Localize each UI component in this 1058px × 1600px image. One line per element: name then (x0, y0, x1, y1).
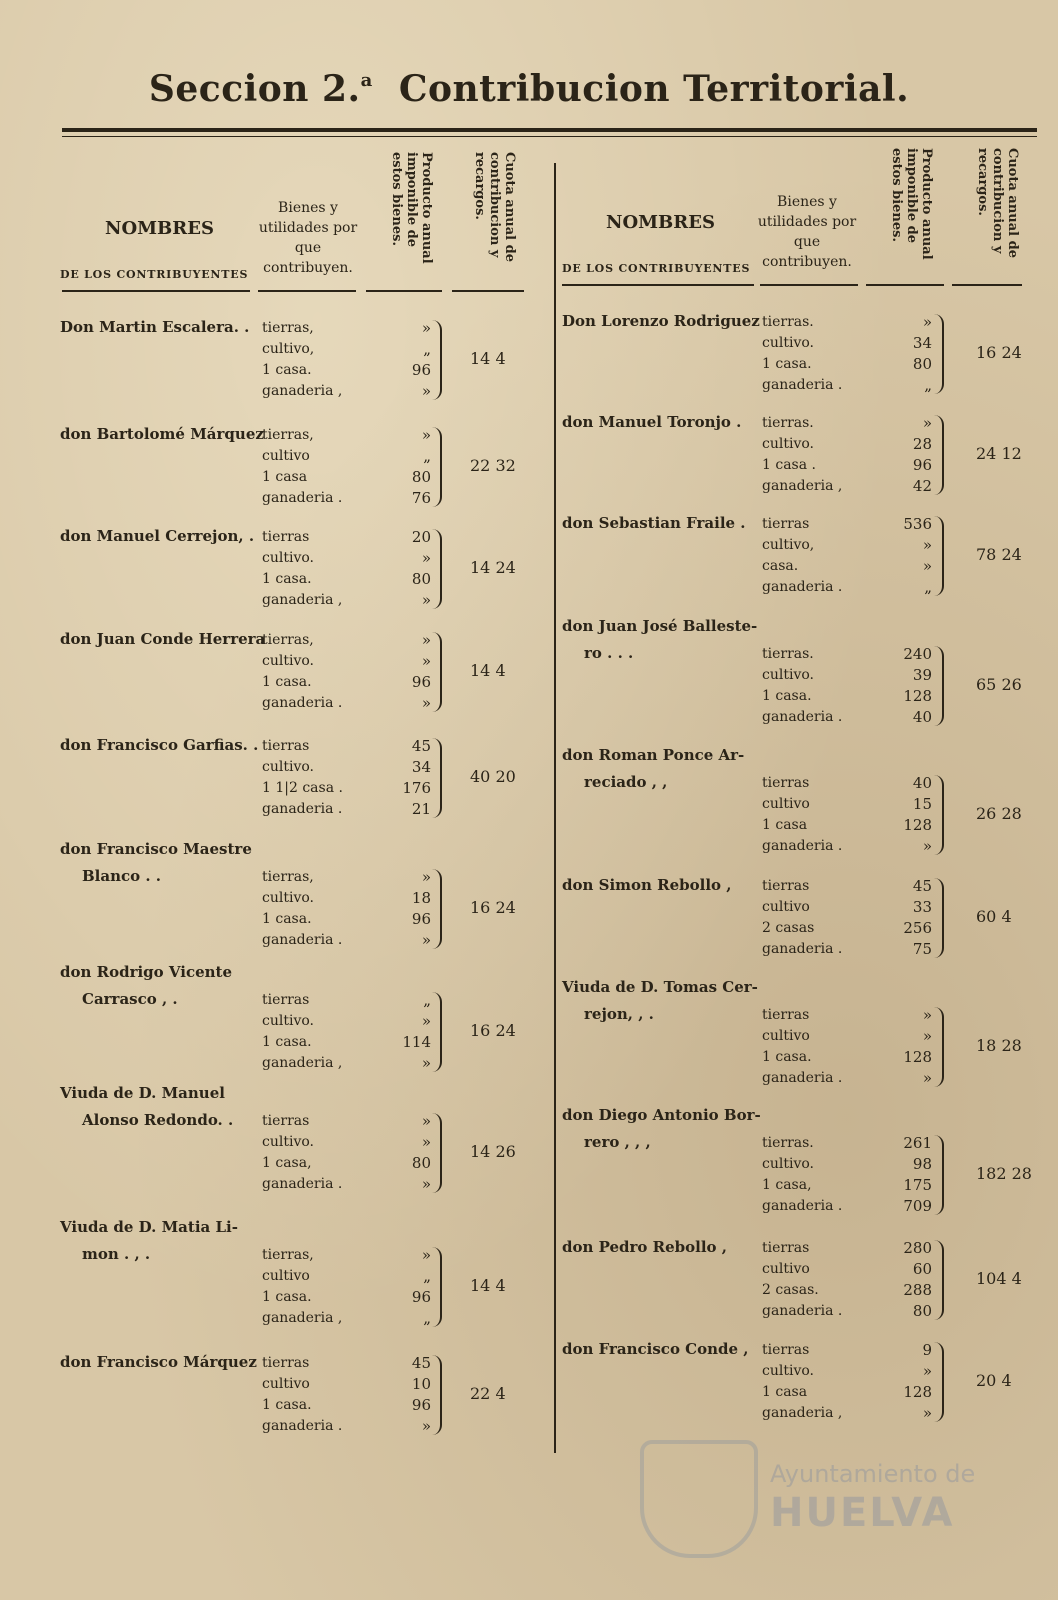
title-text: Contribucion Territorial. (398, 68, 910, 110)
producto-value: » (421, 1417, 431, 1435)
producto-value: „ (423, 340, 431, 358)
producto-value: 45 (411, 1354, 431, 1372)
brace (934, 1007, 944, 1087)
cuota-value: 16 24 (470, 1021, 516, 1040)
contributor-name: don Juan José Balleste- (562, 617, 758, 635)
brace (432, 1247, 442, 1327)
contributor-name: Don Martin Escalera. . (60, 318, 250, 336)
producto-value: „ (423, 991, 431, 1009)
bien-item: tierras (762, 878, 810, 894)
bien-item: ganaderia . (762, 377, 843, 393)
cuota-value: 26 28 (976, 804, 1022, 823)
contributor-name: Carrasco , . (82, 990, 178, 1008)
producto-value: 76 (411, 489, 431, 507)
bien-item: ganaderia . (762, 1198, 843, 1214)
bien-item: 1 casa (762, 817, 808, 833)
contributor-name: mon . , . (82, 1245, 151, 1263)
bien-item: 1 casa. (262, 571, 312, 587)
contributor-name: don Diego Antonio Bor- (562, 1106, 761, 1124)
bien-item: 1 casa. (762, 356, 812, 372)
brace (934, 775, 944, 855)
producto-value: 28 (912, 435, 932, 453)
bien-item: tierras. (762, 1135, 814, 1151)
bien-item: cultivo. (262, 1134, 314, 1150)
header-rule (952, 284, 1022, 286)
producto-value: 98 (912, 1155, 932, 1173)
bien-item: tierras, (262, 1247, 314, 1263)
bien-item: cultivo. (762, 335, 814, 351)
col-cuota: Cuota anual de contribucion y recargos. (975, 148, 1020, 258)
producto-value: » (922, 1404, 932, 1422)
producto-value: » (421, 426, 431, 444)
producto-value: 40 (912, 708, 932, 726)
bien-item: cultivo. (262, 550, 314, 566)
bien-item: ganaderia . (262, 695, 343, 711)
cuota-value: 22 32 (470, 456, 516, 475)
producto-value: » (421, 694, 431, 712)
bien-item: ganaderia . (762, 1303, 843, 1319)
bien-item: ganaderia . (762, 941, 843, 957)
cuota-value: 78 24 (976, 545, 1022, 564)
cuota-value: 40 20 (470, 767, 516, 786)
header-rule (562, 284, 754, 286)
brace (432, 320, 442, 400)
bien-item: cultivo. (762, 1363, 814, 1379)
cuota-value: 14 4 (470, 349, 506, 368)
producto-value: » (421, 1012, 431, 1030)
bien-item: tierras (762, 516, 810, 532)
bien-item: ganaderia . (262, 1418, 343, 1434)
producto-value: 256 (903, 919, 932, 937)
producto-value: » (922, 313, 932, 331)
bien-item: ganaderia , (262, 592, 343, 608)
watermark-line2: HUELVA (770, 1490, 955, 1536)
producto-value: 288 (903, 1281, 932, 1299)
bien-item: tierras, (262, 427, 314, 443)
bien-item: cultivo. (262, 890, 314, 906)
producto-value: 60 (912, 1260, 932, 1278)
bien-item: cultivo. (262, 759, 314, 775)
cuota-value: 104 4 (976, 1269, 1022, 1288)
header-rule (866, 284, 944, 286)
bien-item: ganaderia , (762, 478, 843, 494)
bien-item: 1 casa. (762, 688, 812, 704)
producto-value: 96 (411, 673, 431, 691)
title-rule-thin (62, 136, 1037, 137)
producto-value: » (421, 652, 431, 670)
producto-value: 80 (912, 1302, 932, 1320)
bien-item: 1 casa. (762, 1049, 812, 1065)
bien-item: cultivo (262, 448, 310, 464)
producto-value: 40 (912, 774, 932, 792)
producto-value: » (421, 1133, 431, 1151)
producto-value: 96 (411, 1288, 431, 1306)
header-rule (62, 290, 250, 292)
col-nombres: NOMBRES (105, 218, 214, 239)
contributor-name: Viuda de D. Matia Li- (60, 1218, 238, 1236)
bien-item: tierras. (762, 646, 814, 662)
contributor-name: Viuda de D. Tomas Cer- (562, 978, 758, 996)
bien-item: cultivo. (262, 653, 314, 669)
producto-value: 96 (411, 1396, 431, 1414)
bien-item: 1 casa. (262, 362, 312, 378)
cuota-value: 14 24 (470, 558, 516, 577)
brace (432, 992, 442, 1072)
contributor-name: don Bartolomé Márquez (60, 425, 264, 443)
col-producto: Producto anual imponible de estos bienes. (389, 152, 434, 264)
producto-value: 96 (411, 361, 431, 379)
producto-value: „ (924, 376, 932, 394)
bien-item: cultivo (762, 899, 810, 915)
bien-item: cultivo. (762, 667, 814, 683)
bien-item: ganaderia . (762, 1070, 843, 1086)
col-bienes: Bienes y utilidades por que contribuyen. (258, 200, 358, 276)
cuota-value: 16 24 (470, 898, 516, 917)
section-superscript: a (360, 70, 373, 91)
bien-item: cultivo. (762, 1156, 814, 1172)
producto-value: » (421, 631, 431, 649)
contributor-name: don Francisco Maestre (60, 840, 252, 858)
col-cuota: Cuota anual de contribucion y recargos. (472, 152, 517, 262)
cuota-value: 20 4 (976, 1371, 1012, 1390)
producto-value: 45 (411, 737, 431, 755)
bien-item: tierras (762, 1342, 810, 1358)
contributor-name: don Manuel Cerrejon, . (60, 527, 255, 545)
contributor-name: Blanco . . (82, 867, 162, 885)
bien-item: tierras. (762, 314, 814, 330)
contributor-name: don Francisco Garfias. . (60, 736, 259, 754)
bien-item: cultivo. (262, 1013, 314, 1029)
bien-item: 1 casa (762, 1384, 808, 1400)
bien-item: 1 casa, (762, 1177, 812, 1193)
section-label: Seccion 2. (148, 68, 361, 110)
bien-item: cultivo (262, 1376, 310, 1392)
bien-item: ganaderia . (762, 709, 843, 725)
contributor-name: don Manuel Toronjo . (562, 413, 742, 431)
producto-value: 128 (903, 687, 932, 705)
col-nombres: NOMBRES (606, 212, 715, 233)
producto-value: » (922, 1362, 932, 1380)
producto-value: » (922, 1006, 932, 1024)
producto-value: 39 (912, 666, 932, 684)
cuota-value: 14 4 (470, 1276, 506, 1295)
producto-value: » (421, 382, 431, 400)
bien-item: 1 casa (262, 469, 308, 485)
contributor-name: reciado , , (584, 773, 668, 791)
contributor-name: rero , , , (584, 1133, 651, 1151)
producto-value: » (922, 536, 932, 554)
col-producto: Producto anual imponible de estos bienes. (889, 148, 934, 260)
title-rule (62, 128, 1037, 132)
producto-value: 34 (912, 334, 932, 352)
producto-value: 80 (912, 355, 932, 373)
producto-value: » (421, 868, 431, 886)
producto-value: 175 (903, 1176, 932, 1194)
producto-value: 20 (411, 528, 431, 546)
producto-value: » (421, 1246, 431, 1264)
col-nombres-sub: DE LOS CONTRIBUYENTES (60, 268, 249, 281)
producto-value: » (922, 837, 932, 855)
producto-value: » (922, 1069, 932, 1087)
bien-item: tierras (762, 1240, 810, 1256)
producto-value: 128 (903, 1383, 932, 1401)
producto-value: 280 (903, 1239, 932, 1257)
bien-item: ganaderia . (262, 932, 343, 948)
bien-item: tierras (262, 529, 310, 545)
producto-value: » (421, 1175, 431, 1193)
bien-item: tierras (762, 775, 810, 791)
bien-item: tierras (262, 1355, 310, 1371)
bien-item: tierras. (762, 415, 814, 431)
bien-item: 1 casa. (262, 1289, 312, 1305)
producto-value: „ (423, 1267, 431, 1285)
bien-item: ganaderia . (762, 579, 843, 595)
bien-item: tierras, (262, 869, 314, 885)
producto-value: 9 (922, 1341, 932, 1359)
contributor-name: don Francisco Conde , (562, 1340, 749, 1358)
bien-item: ganaderia . (262, 801, 343, 817)
header-rule (760, 284, 858, 286)
producto-value: „ (924, 578, 932, 596)
bien-item: cultivo (762, 1261, 810, 1277)
cuota-value: 16 24 (976, 343, 1022, 362)
bien-item: tierras (262, 992, 310, 1008)
producto-value: „ (423, 447, 431, 465)
header-rule (258, 290, 356, 292)
watermark-line1: Ayuntamiento de (770, 1460, 976, 1488)
bien-item: 1 casa. (262, 911, 312, 927)
producto-value: 240 (903, 645, 932, 663)
bien-item: 2 casas. (762, 1282, 819, 1298)
producto-value: » (421, 591, 431, 609)
bien-item: ganaderia , (762, 1405, 843, 1421)
bien-item: tierras, (262, 320, 314, 336)
bien-item: tierras (262, 738, 310, 754)
brace (934, 878, 944, 958)
brace (934, 1135, 944, 1215)
producto-value: 75 (912, 940, 932, 958)
producto-value: » (922, 1027, 932, 1045)
producto-value: 176 (402, 779, 431, 797)
producto-value: » (421, 549, 431, 567)
contributor-name: don Rodrigo Vicente (60, 963, 233, 981)
contributor-name: don Sebastian Fraile . (562, 514, 746, 532)
contributor-name: don Juan Conde Herrera (60, 630, 266, 648)
bien-item: casa. (762, 558, 799, 574)
contributor-name: don Simon Rebollo , (562, 876, 732, 894)
producto-value: 128 (903, 1048, 932, 1066)
producto-value: 10 (411, 1375, 431, 1393)
cuota-value: 60 4 (976, 907, 1012, 926)
bien-item: cultivo (262, 1268, 310, 1284)
cuota-value: 14 26 (470, 1142, 516, 1161)
bien-item: tierras (262, 1113, 310, 1129)
bien-item: ganaderia , (262, 383, 343, 399)
brace (432, 1355, 442, 1435)
producto-value: » (421, 319, 431, 337)
brace (934, 415, 944, 495)
contributor-name: Alonso Redondo. . (82, 1111, 234, 1129)
brace (934, 516, 944, 596)
contributor-name: don Francisco Márquez (60, 1353, 257, 1371)
bien-item: cultivo (762, 1028, 810, 1044)
cuota-value: 14 4 (470, 661, 506, 680)
watermark (640, 1440, 976, 1560)
brace (934, 646, 944, 726)
bien-item: 1 1|2 casa . (262, 780, 343, 796)
bien-item: ganaderia , (262, 1055, 343, 1071)
bien-item: 1 casa. (262, 1397, 312, 1413)
producto-value: 42 (912, 477, 932, 495)
brace (432, 632, 442, 712)
producto-value: 96 (411, 910, 431, 928)
bien-item: tierras (762, 1007, 810, 1023)
col-bienes: Bienes y utilidades por que contribuyen. (757, 194, 857, 270)
brace (934, 314, 944, 394)
cuota-value: 18 28 (976, 1036, 1022, 1055)
bien-item: tierras, (262, 632, 314, 648)
producto-value: 114 (402, 1033, 431, 1051)
bien-item: ganaderia . (262, 490, 343, 506)
cuota-value: 65 26 (976, 675, 1022, 694)
bien-item: cultivo, (262, 341, 315, 357)
bien-item: cultivo, (762, 537, 815, 553)
contributor-name: don Pedro Rebollo , (562, 1238, 728, 1256)
brace (432, 1113, 442, 1193)
brace (432, 529, 442, 609)
producto-value: 80 (411, 570, 431, 588)
producto-value: » (421, 1054, 431, 1072)
contributor-name: rejon, , . (584, 1005, 654, 1023)
bien-item: ganaderia . (762, 838, 843, 854)
bien-item: 1 casa . (762, 457, 816, 473)
producto-value: » (421, 1112, 431, 1130)
producto-value: 15 (912, 795, 932, 813)
producto-value: » (922, 557, 932, 575)
producto-value: 536 (903, 515, 932, 533)
producto-value: » (421, 931, 431, 949)
bien-item: ganaderia , (262, 1310, 343, 1326)
producto-value: 80 (411, 468, 431, 486)
contributor-name: Don Lorenzo Rodriguez (562, 312, 760, 330)
producto-value: 34 (411, 758, 431, 776)
contributor-name: ro . . . (584, 644, 634, 662)
producto-value: 96 (912, 456, 932, 474)
producto-value: 33 (912, 898, 932, 916)
coat-of-arms-icon (640, 1440, 758, 1558)
column-divider (554, 163, 556, 1453)
producto-value: 261 (903, 1134, 932, 1152)
brace (432, 738, 442, 818)
page-title (0, 68, 1058, 110)
bien-item: cultivo (762, 796, 810, 812)
producto-value: 128 (903, 816, 932, 834)
contributor-name: don Roman Ponce Ar- (562, 746, 745, 764)
bien-item: 1 casa, (262, 1155, 312, 1171)
producto-value: 18 (411, 889, 431, 907)
cuota-value: 182 28 (976, 1164, 1032, 1183)
col-nombres-sub: DE LOS CONTRIBUYENTES (562, 262, 751, 275)
contributor-name: Viuda de D. Manuel (60, 1084, 225, 1102)
producto-value: » (922, 414, 932, 432)
brace (934, 1342, 944, 1422)
producto-value: 45 (912, 877, 932, 895)
bien-item: cultivo. (762, 436, 814, 452)
bien-item: 2 casas (762, 920, 815, 936)
producto-value: „ (423, 1309, 431, 1327)
bien-item: 1 casa. (262, 1034, 312, 1050)
brace (432, 869, 442, 949)
cuota-value: 24 12 (976, 444, 1022, 463)
header-rule (366, 290, 442, 292)
brace (934, 1240, 944, 1320)
cuota-value: 22 4 (470, 1384, 506, 1403)
header-rule (452, 290, 524, 292)
producto-value: 80 (411, 1154, 431, 1172)
bien-item: 1 casa. (262, 674, 312, 690)
producto-value: 709 (903, 1197, 932, 1215)
producto-value: 21 (411, 800, 431, 818)
brace (432, 427, 442, 507)
bien-item: ganaderia . (262, 1176, 343, 1192)
